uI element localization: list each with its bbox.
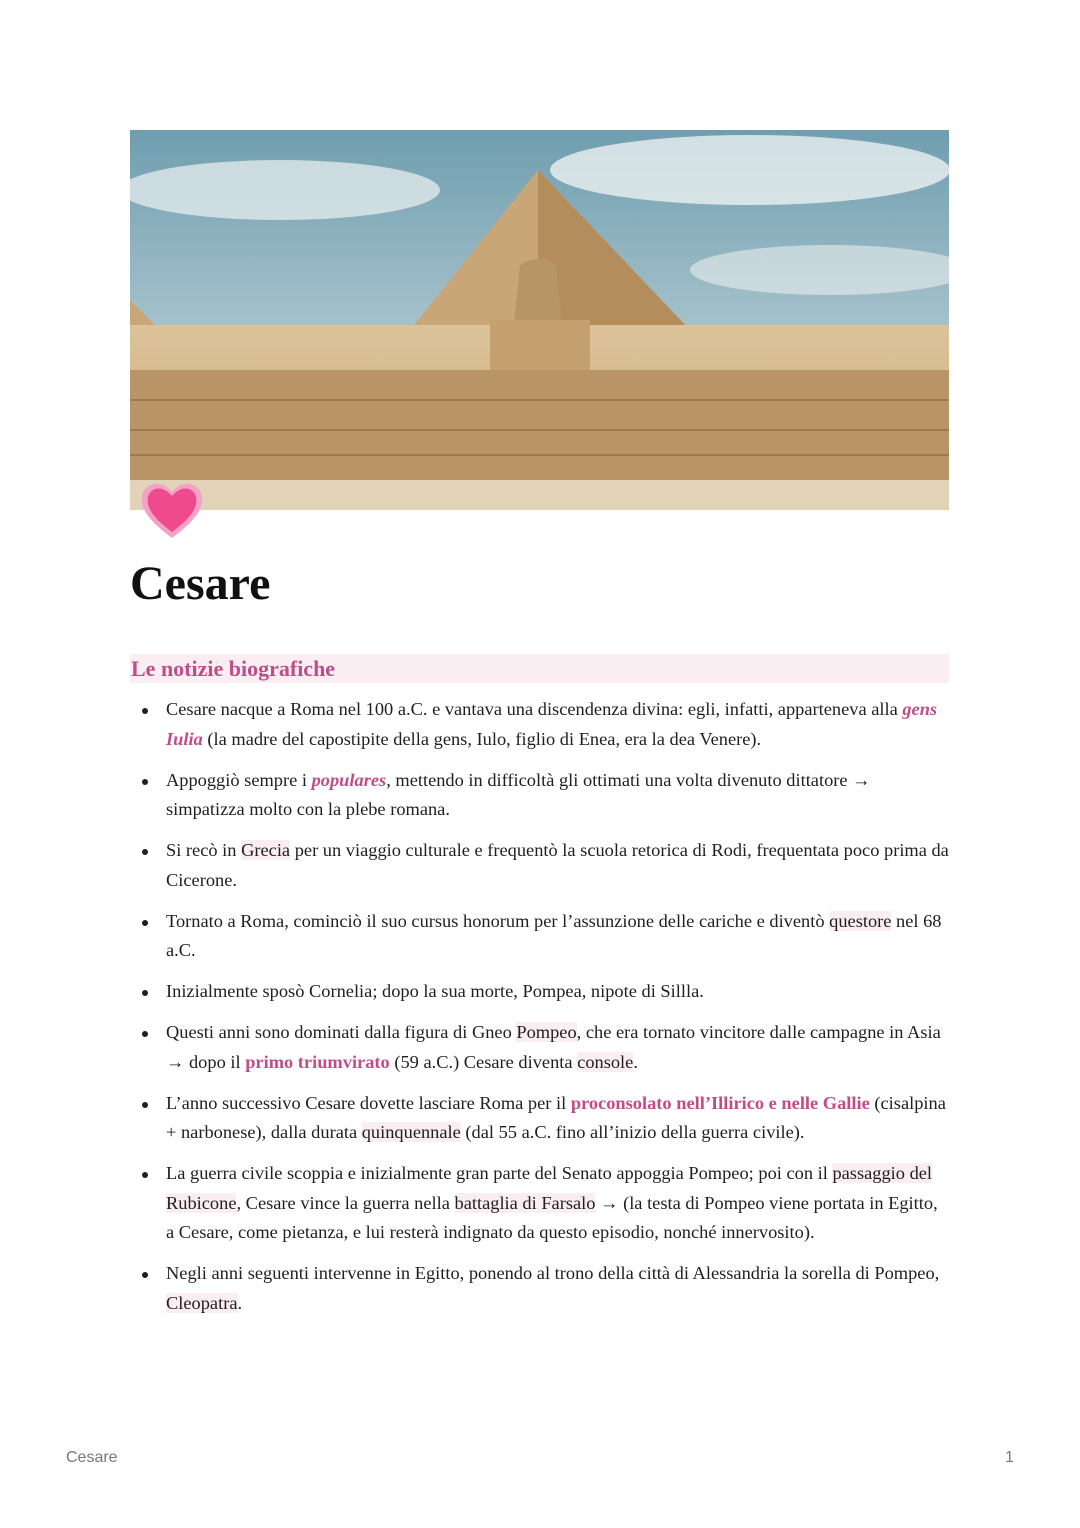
list-item [130,1159,949,1248]
highlighted-text: battaglia di Farsalo [454,1192,596,1213]
text: Inizialmente sposò Cornelia; dopo la sua morte, Pompea, nipote di Sillla. [166,981,704,1001]
highlighted-text: Grecia [241,840,291,860]
text: Questi anni sono dominati dalla figura di Gneo [166,1022,517,1042]
text: , Cesare vince la guerra nella [236,1192,455,1213]
pink-heart-icon [138,476,206,544]
text: L’anno successivo Cesare dovette lasciare Roma per il [166,1092,571,1113]
highlighted-text: questore [829,910,892,931]
list-item [130,766,949,825]
list-item [130,836,949,895]
text: Appoggiò sempre i [166,769,312,790]
section-heading [130,654,949,683]
text: La guerra civile scoppia e inizialmente gran parte del Senato appoggia Pompeo; poi con il [166,1163,833,1183]
highlighted-text: passaggio del Rubicone [166,1163,933,1213]
highlighted-text: quinquennale [361,1122,461,1142]
text: , che era tornato vincitore dalle campagne in Asia → dopo il [166,1022,941,1072]
list-item [130,1089,949,1148]
list-item [130,1018,949,1077]
cover-image-pyramid-sphinx [130,130,949,510]
bullet-list [130,695,949,1330]
text: Si recò in [166,840,242,860]
list-item [130,977,949,1007]
text: Negli anni seguenti intervenne in Egitto, ponendo al trono della città di Alessandria la sorella di Pompeo, [166,1263,940,1283]
text: → (la testa di Pompeo viene portata in Egitto, a Cesare, come pietanza, e lui resterà indignato da questo episodio, nonché innervosito). [166,1192,938,1242]
text: Cesare nacque a Roma nel 100 a.C. e vantava una discendenza divina: egli, infatti, apparteneva alla [166,699,903,719]
text: , mettendo in difficoltà gli ottimati una volta divenuto dittatore → simpatizza molto con la plebe romana. [166,769,871,819]
text: Tornato a Roma, cominciò il suo cursus honorum per l’assunzione delle cariche e diventò [166,910,830,931]
highlighted-text: console [577,1051,634,1072]
highlighted-text: gens Iulia [166,699,938,749]
highlighted-text: Pompeo [516,1022,577,1042]
section-heading-text: Le notizie biografiche [131,656,336,681]
highlighted-text: proconsolato nell’Illirico e nelle Gallie [570,1092,870,1113]
text: (cisalpina + narbonese), dalla durata [166,1092,946,1142]
list-item [130,907,949,966]
text: (la madre del capostipite della gens, Iulo, figlio di Enea, era la dea Venere). [202,728,762,749]
text: . [633,1051,638,1072]
footer-doc-title: Cesare [66,1449,118,1466]
highlighted-text: primo triumvirato [245,1051,390,1072]
highlighted-text: populares [311,769,387,790]
list-item [130,695,949,754]
footer-page-number: 1 [1005,1449,1014,1466]
list-item [130,1259,949,1318]
text: (59 a.C.) Cesare diventa [389,1051,578,1072]
text: (dal 55 a.C. fino all’inizio della guerra civile). [460,1122,805,1142]
text: per un viaggio culturale e frequentò la scuola retorica di Rodi, frequentata poco prima da Cicerone. [166,840,949,890]
page-title: Cesare [130,557,271,610]
text: . [237,1292,243,1313]
text: nel 68 a.C. [166,910,942,960]
highlighted-text: Cleopatra [166,1292,238,1313]
